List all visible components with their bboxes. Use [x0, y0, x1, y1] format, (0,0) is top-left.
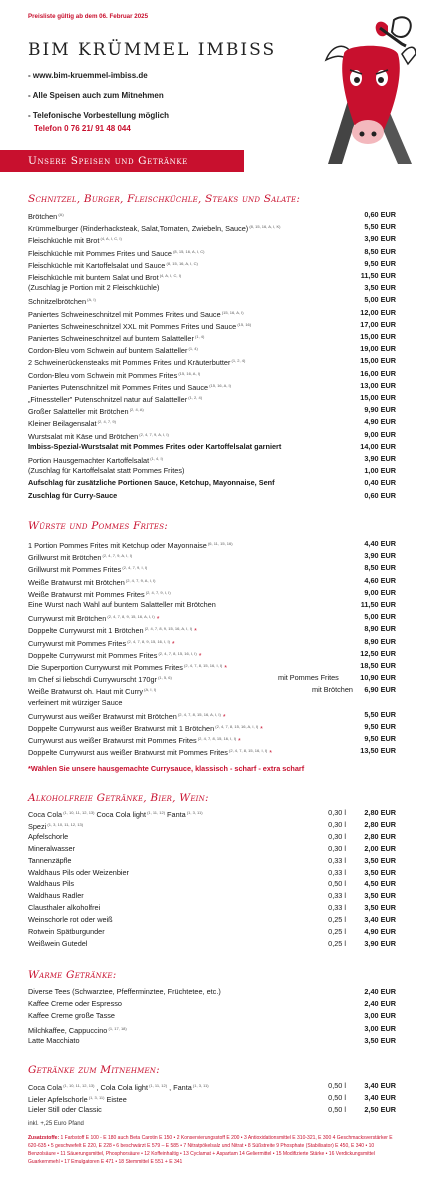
item-price: 1,00 EUR [364, 466, 396, 476]
item-name: (Zuschlag je Portion mit 2 Fleischküchle) [28, 283, 160, 293]
item-price: 15,00 EUR [360, 393, 396, 402]
item-price: 2,40 EUR [364, 999, 396, 1009]
wurst-row [28, 709, 396, 721]
item-name: Spezi $^{(1, 3, 10, 11, 12, 13)}$ [28, 821, 84, 831]
drinks-row [28, 831, 396, 843]
item-name: Im Chef si liebschdi Currywurscht 170gr $^{(1, 5, 6)}$ [28, 675, 172, 685]
wurst-row [28, 660, 396, 672]
item-price: 9,00 EUR [364, 587, 396, 597]
item-name: Weiße Bratwurst oh. Haut mit Curry $^{(A, I, I)}$ [28, 687, 157, 697]
food-row [28, 246, 396, 258]
additive-codes: (2, 4, 7, 9, A, I, I) [124, 577, 156, 583]
additive-codes: (1, 17, 18) [107, 1025, 127, 1031]
additive-codes: (1, 4) [193, 334, 205, 339]
wurst-row [28, 648, 396, 660]
item-name: Lieler Apfelschorle $^{(1, 3, 11)}$ Eistee [28, 1095, 127, 1105]
item-price: 8,50 EUR [364, 563, 396, 573]
takeaway-line: - Alle Speisen auch zum Mitnehmen [28, 91, 164, 100]
item-volume: 0,50 l [328, 1081, 346, 1090]
food-row [28, 416, 396, 428]
additives-footnote [28, 1134, 398, 1166]
section-title-wurst: Würste und Pommes Frites: [28, 520, 169, 532]
item-name: Paniertes Schweineschnitzel auf buntem Salatteller $^{(1, 4)}$ [28, 334, 205, 343]
food-row [28, 392, 396, 404]
curry-star: * [222, 713, 226, 721]
section-title-togo: Getränke zum Mitnehmen: [28, 1064, 160, 1076]
item-price: 3,90 EUR [364, 938, 396, 948]
item-price: 11,50 EUR [360, 271, 396, 280]
food-row [28, 209, 396, 221]
drinks-row [28, 867, 396, 879]
item-name: Grillwurst mit Pommes Frites $^{(2, 4, 7, 9, I, I)}$ [28, 565, 148, 575]
food-row [28, 282, 396, 294]
item-price: 5,00 EUR [364, 295, 396, 305]
additive-codes: (1, 10, 11, 12, 13) [62, 1083, 95, 1088]
curry-star: * [224, 665, 227, 672]
item-volume: 0,33 l [328, 855, 346, 865]
item-volume: 0,50 l [328, 1093, 346, 1103]
item-price: 3,00 EUR [364, 1023, 396, 1033]
item-name: Cordon-Bleu vom Schwein mit Pommes Frites $^{(15, 16, A, I)}$ [28, 370, 201, 380]
menu-banner [0, 150, 244, 172]
item-name: Wurstsalat mit Käse und Brötchen $^{(2, 4, 7, 9, A, I, I)}$ [28, 431, 169, 441]
item-price: 3,50 EUR [364, 855, 396, 865]
item-name: Latte Macchiato [28, 1035, 80, 1045]
curry-star: * [194, 628, 197, 636]
drinks-row [28, 890, 396, 902]
food-row [28, 490, 396, 502]
wurst-row [28, 587, 396, 599]
item-price: 2,80 EUR [364, 808, 396, 817]
wurst-row [28, 550, 396, 562]
food-row [28, 294, 396, 306]
item-price: 8,90 EUR [364, 636, 396, 646]
curry-star: * [238, 738, 241, 746]
item-price: 5,50 EUR [364, 222, 396, 232]
item-name: Clausthaler alkoholfrei [28, 903, 101, 913]
item-volume: 0,25 l [328, 927, 346, 936]
item-price: 18,50 EUR [360, 661, 396, 670]
drinks-row [28, 926, 396, 938]
item-volume: 0,30 l [328, 831, 346, 841]
additive-codes: (1, 4) [187, 346, 198, 352]
food-row [28, 270, 396, 282]
item-name: Doppelte Currywurst aus weißer Bratwurst mit Pommes Frites $^{(2, 4, 7, 8, 15, 16, I, I)}$ * [28, 748, 272, 758]
item-price: 15,00 EUR [360, 356, 396, 366]
additive-codes: (2, 4, 7, 8, 15, 16, I, I) [196, 736, 237, 742]
wurst-row [28, 745, 396, 757]
item-price: 9,90 EUR [364, 405, 396, 415]
additive-codes: (2, 4, 7, 9, I, I) [144, 589, 171, 595]
item-price: 9,50 EUR [364, 722, 396, 731]
item-price: 8,50 EUR [364, 246, 396, 256]
warm-row [28, 1023, 396, 1035]
wurst-row [28, 697, 396, 709]
item-name: Currywurst mit Pommes Frites $^{(2, 4, 7, 8, 9, 15, 16, I, I)}$ * [28, 638, 175, 648]
curry-star: * [156, 616, 160, 624]
additive-codes: (15, 16, A, I) [177, 370, 201, 376]
item-name: Weinschorle rot oder weiß [28, 915, 113, 925]
warm-row [28, 986, 396, 998]
additive-codes: (2, 4, 7, 8, 15, 16, A, I, I) [176, 711, 221, 717]
additive-codes: (2, 4, 7, 9, A, I, I) [138, 431, 169, 437]
item-name: Coca Cola $^{(1, 10, 11, 12, 13)}$ Coca Cola light $^{(1, 11, 12)}$ Fanta $^{(1, 3, 11)}$ [28, 810, 203, 819]
item-name: 1 Portion Pommes Frites mit Ketchup oder Mayonnaise $^{(6, 11, 15, 16)}$ [28, 541, 233, 550]
item-name: verfeinert mit würziger Sauce [28, 697, 123, 707]
item-price: 2,50 EUR [364, 1105, 396, 1115]
curry-sauce-note: *Wählen Sie unsere hausgemachte Currysauce, klassisch - scharf - extra scharf [28, 764, 305, 773]
additive-codes: (2, 4, 7, 8, 9, 15, 16, A, I, I) [106, 614, 155, 620]
item-price: 6,90 EUR [364, 685, 396, 695]
curry-star: * [198, 652, 202, 660]
item-volume: 0,25 l [328, 915, 346, 925]
item-price: 12,50 EUR [360, 648, 396, 658]
item-name: Waldhaus Pils [28, 879, 74, 889]
item-price: 9,50 EUR [364, 734, 396, 744]
item-price: 10,90 EUR [360, 673, 396, 683]
additive-codes: (2, 4, A) [128, 407, 144, 413]
food-row [28, 368, 396, 380]
wurst-row [28, 672, 396, 684]
item-name: Kleiner Beilagensalat $^{(2, 4, 7, 9)}$ [28, 419, 116, 429]
menu-banner-label: Unsere Speisen und Getränke [28, 155, 188, 167]
item-name: Krümmelburger (Rinderhacksteak, Salat,Tomaten, Zwiebeln, Sauce) $^{(8, 15, 16, A, I, K)}$ [28, 224, 281, 234]
item-price: 3,90 EUR [364, 454, 396, 463]
additive-codes: (2, 4, 7, 9, A, I, I) [101, 553, 133, 559]
item-name: Eine Wurst nach Wahl auf buntem Salatteller mit Brötchen [28, 600, 216, 609]
additive-codes: (1, 3, 11) [87, 1095, 105, 1101]
item-price: 3,50 EUR [364, 903, 396, 913]
item-name: Doppelte Currywurst mit Pommes Frites $^{(2, 4, 7, 8, 15, 16, I, I)}$ * [28, 650, 202, 660]
warm-row [28, 1035, 396, 1047]
item-price: 2,00 EUR [364, 843, 396, 853]
togo-row [28, 1080, 396, 1092]
wurst-row [28, 636, 396, 648]
item-name: Großer Salatteller mit Brötchen $^{(2, 4, A)}$ [28, 407, 144, 417]
item-name: Currywurst mit Brötchen $^{(2, 4, 7, 8, 9, 15, 16, A, I, I)}$ * [28, 614, 160, 624]
curry-star: * [269, 750, 272, 758]
item-name: Milchkaffee, Cappuccino $^{(1, 17, 18)}$ [28, 1025, 127, 1035]
item-price: 0,60 EUR [364, 490, 396, 500]
item-price: 4,90 EUR [364, 417, 396, 427]
item-name: Waldhaus Radler [28, 891, 84, 901]
item-price: 4,90 EUR [364, 927, 396, 936]
item-name: Fleischküchle mit Kartoffelsalat und Sauce $^{(8, 15, 16, A, I, C)}$ [28, 260, 198, 270]
wurst-row [28, 733, 396, 745]
wurst-row [28, 611, 396, 623]
drinks-row [28, 807, 396, 819]
item-price: 2,80 EUR [364, 831, 396, 841]
food-row [28, 307, 396, 319]
food-row [28, 441, 396, 453]
item-name: Waldhaus Pils oder Weizenbier [28, 867, 129, 877]
additive-codes: (1, 5, 6) [156, 675, 172, 681]
food-row [28, 429, 396, 441]
item-volume: 0,30 l [328, 819, 346, 829]
item-volume: 0,50 l [328, 1105, 346, 1115]
item-price: 3,50 EUR [364, 867, 396, 877]
togo-row [28, 1104, 396, 1116]
food-row [28, 331, 396, 343]
item-price: 2,40 EUR [364, 987, 396, 996]
curry-star: * [171, 640, 175, 648]
extra-pommes: mit Pommes Frites [278, 673, 339, 683]
additive-codes: (1, 2, 4) [187, 395, 203, 400]
item-price: 9,50 EUR [364, 258, 396, 268]
item-volume: 0,33 l [328, 903, 346, 913]
food-row [28, 477, 396, 489]
item-price: 3,50 EUR [364, 283, 396, 293]
additive-codes: (8, 15, 16, A, I, K) [248, 224, 281, 230]
item-name: (Zuschlag für Kartoffelsalat statt Pommes Frites) [28, 466, 185, 476]
item-name: Weißwein Gutedel [28, 938, 88, 948]
item-price: 3,40 EUR [364, 1081, 396, 1090]
warm-row [28, 998, 396, 1010]
drinks-row [28, 843, 396, 855]
item-name: Cordon-Bleu vom Schwein auf buntem Salatteller $^{(1, 4)}$ [28, 346, 198, 356]
additive-codes: (1, 11, 12) [145, 810, 166, 815]
drinks-row [28, 855, 396, 867]
curry-star: * [260, 726, 263, 733]
item-price: 3,40 EUR [364, 915, 396, 925]
togo-row [28, 1092, 396, 1104]
additive-codes: (1, 11, 12) [148, 1083, 168, 1088]
item-name: Fleischküchle mit Brot $^{(4, A, I, C, I)}$ [28, 236, 122, 246]
item-name: Schnitzelbrötchen $^{(A, I)}$ [28, 297, 96, 307]
item-name: Diverse Tees (Schwarztee, Pfefferminztee, Früchtetee, etc.) [28, 987, 221, 996]
item-price: 3,90 EUR [364, 234, 396, 244]
additive-codes: (2, 4, 7, 8, 9, 15, 16, I, I) [126, 638, 170, 644]
wurst-row [28, 623, 396, 635]
item-price: 8,90 EUR [364, 624, 396, 634]
item-name: Aufschlag für zusätzliche Portionen Sauce, Ketchup, Mayonnaise, Senf [28, 478, 275, 488]
item-name: Portion Hausgemachter Kartoffelsalat $^{(1, 4, I)}$ [28, 456, 163, 465]
item-price: 3,40 EUR [364, 1093, 396, 1103]
item-name: Paniertes Schweineschnitzel XXL mit Pommes Frites und Sauce $^{(15, 16)}$ [28, 321, 252, 331]
food-row [28, 380, 396, 392]
additive-codes: (2, 4, 7, 9) [96, 419, 116, 425]
additive-codes: (1, 3, 10, 11, 12, 13) [46, 821, 84, 827]
item-price: 13,00 EUR [360, 380, 396, 390]
additive-codes: (2, 4, 7, 8, 9, 15, 16, A, I, I) [143, 626, 193, 632]
additive-codes: (2, 4, 7, 8, 15, 16, I, I) [182, 663, 223, 668]
food-row [28, 465, 396, 477]
item-price: 16,00 EUR [360, 368, 396, 378]
wurst-row [28, 599, 396, 611]
item-name: Paniertes Putenschnitzel mit Pommes Frites und Sauce $^{(15, 16, A, I)}$ [28, 382, 231, 392]
item-price: 4,60 EUR [364, 575, 396, 585]
additive-codes: (A, I) [86, 297, 96, 303]
item-name: Tannenzäpfle [28, 855, 72, 865]
item-name: Currywurst aus weißer Bratwurst mit Pommes Frites $^{(2, 4, 7, 8, 15, 16, I, I)}$ * [28, 736, 241, 746]
drinks-row [28, 914, 396, 926]
additive-codes: (2, 4, 7, 8, 15, 16, I, I) [227, 748, 268, 754]
item-volume: 0,50 l [328, 879, 346, 889]
additive-codes: (2, 4, 7, 8, 15, 16, I, I) [157, 650, 197, 656]
food-row [28, 343, 396, 355]
item-price: 2,80 EUR [364, 819, 396, 829]
item-name: Weiße Bratwurst mit Pommes Frites $^{(2, 4, 7, 9, I, I)}$ [28, 589, 171, 599]
item-price: 19,00 EUR [360, 344, 396, 354]
item-volume: 0,30 l [328, 808, 346, 817]
item-name: 2 Schweinerückensteaks mit Pommes Frites und Kräuterbutter $^{(1, 2, 4)}$ [28, 358, 246, 368]
extra-broetchen: mit Brötchen [312, 685, 353, 695]
item-price: 13,50 EUR [360, 746, 396, 756]
item-name: Fleischküchle mit Pommes Frites und Sauce $^{(8, 15, 16, A, I, C)}$ [28, 248, 205, 258]
item-name: „Fitnessteller" Putenschnitzel natur auf Salatteller $^{(1, 2, 4)}$ [28, 395, 203, 404]
item-price: 15,00 EUR [360, 332, 396, 341]
item-price: 12,00 EUR [360, 307, 396, 317]
additive-codes: (15, 16) [236, 321, 252, 327]
item-name: Zuschlag für Curry-Sauce [28, 490, 118, 500]
additive-codes: (8, 15, 16, A, I, C) [171, 248, 205, 254]
food-row [28, 233, 396, 245]
item-name: Imbiss-Spezial-Wurstsalat mit Pommes Frites oder Kartoffelsalat garniert [28, 441, 282, 451]
wurst-row [28, 721, 396, 733]
item-volume: 0,30 l [328, 843, 346, 853]
wurst-row [28, 562, 396, 574]
item-name: Currywurst aus weißer Bratwurst mit Brötchen $^{(2, 4, 7, 8, 15, 16, A, I, I)}$ * [28, 711, 226, 721]
wurst-row [28, 684, 396, 696]
additive-codes: (4, A, I, C, I) [158, 273, 182, 278]
website-line[interactable]: - www.bim-kruemmel-imbiss.de [28, 71, 148, 80]
item-price: 4,50 EUR [364, 879, 396, 889]
additives-text: 1 Farbstoff E 100 - E 180 auch Beta Carotin E 150 • 2 Konservierungsstoff E 200 • 3 Antioxidationsmittel E 310-321, E 300 4 Geschmacksverstärker E 620-635 • 5 geschwefelt E 220, E 228 • 6 beschwärzt E 579 – E 585 • 7 Nitratpökelsalz und Nitrat • 8 Süßstreite 9 Phosphate (Stabilisator) E 450, E 340 • 10 Benzolsäure • 11 Säuerungsmittel, Phosphorsäure • 12 Koffeinhaltig • 13 Cyclamat + Aspartam 14 Geliermittel • 15 Modifizierte Stärke • 16 Verdickungsmittel Guarkernmehl • 17 Emulgatoren E 471 • 18 Stemmittel E 551 + E 341 [28, 1135, 393, 1165]
item-name: Kaffee Creme große Tasse [28, 1011, 115, 1021]
additive-codes: (2, 4, 7, 8, 15, 16, A, I, I) [214, 724, 259, 729]
additive-codes: (2, 4, 7, 9, I, I) [121, 565, 148, 571]
item-price: 11,50 EUR [360, 600, 396, 609]
item-price: 9,00 EUR [364, 429, 396, 439]
food-row [28, 355, 396, 367]
item-volume: 0,33 l [328, 867, 346, 877]
item-name: Apfelschorle [28, 831, 69, 841]
item-price: 3,90 EUR [364, 551, 396, 561]
wurst-row [28, 575, 396, 587]
additive-codes: (1, 4, I) [149, 456, 163, 461]
item-name: Coca Cola $^{(1, 10, 11, 12, 13)}$ , Cola Cola light $^{(1, 11, 12)}$ , Fanta $^{(1, 3, 11)}$ [28, 1083, 209, 1092]
additive-codes: (1, 10, 11, 12, 13) [62, 810, 95, 815]
bull-logo-icon [322, 14, 416, 164]
item-name: Brötchen $^{(A)}$ [28, 212, 64, 221]
additive-codes: (15, 16, A, I) [208, 382, 231, 388]
item-name: Weiße Bratwurst mit Brötchen $^{(2, 4, 7, 9, A, I, I)}$ [28, 577, 156, 587]
phone-line[interactable]: Telefon 0 76 21/ 91 48 044 [34, 124, 131, 133]
food-row [28, 221, 396, 233]
item-name: Mineralwasser [28, 843, 76, 853]
additive-codes: (15, 16, A, I) [220, 309, 244, 315]
additive-codes: (4, A, I, C, I) [99, 236, 122, 242]
item-price: 17,00 EUR [360, 319, 396, 329]
drinks-row [28, 819, 396, 831]
additive-codes: (8, 15, 16, A, I, C) [165, 260, 198, 266]
additives-label: Zusatzstoffe: [28, 1135, 60, 1141]
item-price: 0,60 EUR [364, 210, 396, 219]
item-volume: 0,25 l [328, 938, 346, 948]
item-price: 3,50 EUR [364, 1035, 396, 1045]
food-row [28, 258, 396, 270]
drinks-row [28, 878, 396, 890]
wurst-row [28, 538, 396, 550]
item-name: Paniertes Schweineschnitzel mit Pommes Frites und Sauce $^{(15, 16, A, I)}$ [28, 309, 244, 319]
additive-codes: (A, I, I) [143, 687, 157, 693]
item-price: 4,40 EUR [364, 539, 396, 548]
item-price: 5,50 EUR [364, 709, 396, 719]
item-price: 5,00 EUR [364, 612, 396, 622]
food-row [28, 319, 396, 331]
section-title-schnitzel: Schnitzel, Burger, Fleischküchle, Steaks und Salate: [28, 193, 301, 205]
item-name: Grillwurst mit Brötchen $^{(2, 4, 7, 9, A, I, I)}$ [28, 553, 133, 563]
additive-codes: (1, 3, 11) [191, 1083, 209, 1088]
item-price: 3,00 EUR [364, 1011, 396, 1021]
item-name: Fleischküchle mit buntem Salat und Brot $^{(4, A, I, C, I)}$ [28, 273, 182, 282]
drinks-row [28, 902, 396, 914]
drinks-row [28, 938, 396, 950]
section-title-warm: Warme Getränke: [28, 969, 117, 981]
item-name: Lieler Still oder Classic [28, 1105, 102, 1115]
food-row [28, 404, 396, 416]
additive-codes: (1, 3, 11) [185, 810, 203, 815]
additive-codes: (1, 2, 4) [230, 358, 246, 364]
item-volume: 0,33 l [328, 891, 346, 901]
price-validity: Preisliste gültig ab dem 06. Februar 2025 [28, 13, 149, 20]
warm-row [28, 1010, 396, 1022]
additive-codes: (6, 11, 15, 16) [206, 541, 233, 546]
preorder-line: - Telefonische Vorbestellung möglich [28, 111, 170, 120]
section-title-drinks: Alkoholfreie Getränke, Bier, Wein: [28, 792, 209, 804]
item-name: Kaffee Creme oder Espresso [28, 999, 122, 1009]
brand-title: BIM KRÜMMEL IMBISS [28, 40, 277, 60]
deposit-note: inkl. +,25 Euro Pfand [28, 1121, 84, 1127]
item-name: Doppelte Currywurst mit 1 Brötchen $^{(2, 4, 7, 8, 9, 15, 16, A, I, I)}$ * [28, 626, 197, 636]
food-row [28, 453, 396, 465]
item-price: 14,00 EUR [360, 441, 396, 451]
item-price: 3,50 EUR [364, 891, 396, 901]
item-name: Rotwein Spätburgunder [28, 927, 105, 936]
additive-codes: (A) [57, 212, 64, 217]
item-name: Die Superportion Currywurst mit Pommes Frites $^{(2, 4, 7, 8, 15, 16, I, I)}$ * [28, 663, 227, 672]
item-price: 0,40 EUR [364, 478, 396, 488]
item-name: Doppelte Currywurst aus weißer Bratwurst mit 1 Brötchen $^{(2, 4, 7, 8, 15, 16, A, I, I)}$ * [28, 724, 263, 733]
